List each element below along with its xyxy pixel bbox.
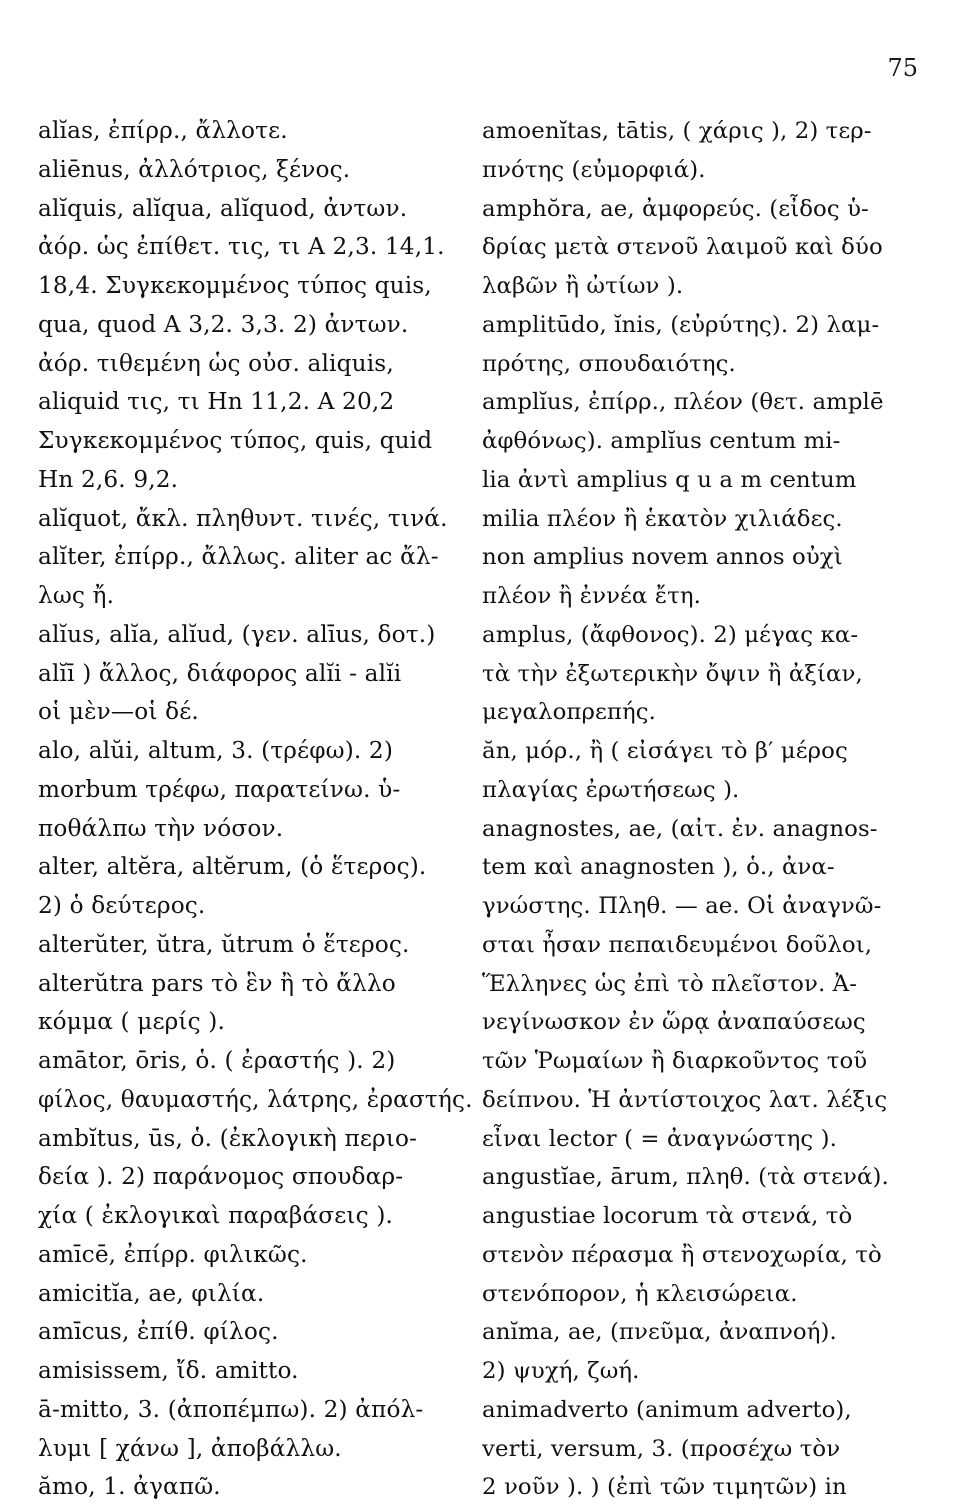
- left-line: alo, alŭi, altum, 3. (τρέφω). 2): [38, 737, 394, 764]
- left-line: χία ( ἐκλογικαὶ παραβάσεις ).: [38, 1202, 394, 1229]
- right-line: νεγίνωσκον ἐν ὥρᾳ ἀναπαύσεως: [482, 1009, 866, 1036]
- left-line: 18,4. Συγκεκομμένος τύπος quis,: [38, 272, 432, 299]
- right-line: 2 νοῦν ). ) (ἐπὶ τῶν τιμητῶν) in: [482, 1474, 847, 1501]
- right-line: angustĭae, ārum, πληθ. (τὰ στενά).: [482, 1164, 889, 1191]
- right-line: στενόπορον, ἡ κλεισώρεια.: [482, 1280, 798, 1307]
- right-line: tem καὶ anagnosten ), ὁ., ἀνα-: [482, 854, 835, 881]
- left-line: λυμι [ χάνω ], ἀποβάλλω.: [38, 1434, 342, 1462]
- left-line: alterŭtra pars τὸ ἓν ἢ τὸ ἄλλο: [38, 969, 396, 997]
- left-line: alĭus, alĭa, alĭud, (γεν. alīus, δοτ.): [38, 620, 436, 648]
- right-line: non amplius novem annos οὐχὶ: [482, 544, 843, 571]
- left-line: aliquid τις, τι Hn 11,2. A 20,2: [38, 388, 395, 416]
- right-line: amplus, (ἄφθονος). 2) μέγας κα-: [482, 621, 859, 648]
- left-line: amisissem, ἴδ. amitto.: [38, 1357, 299, 1384]
- left-line: φίλος, θαυμαστής, λάτρης, ἐραστής.: [38, 1085, 473, 1113]
- right-line: πλέον ἢ ἐννέα ἔτη.: [482, 583, 701, 609]
- right-line: Ἕλληνες ὡς ἐπὶ τὸ πλεῖστον. Ἀ-: [482, 970, 858, 997]
- right-line: amplĭus, ἐπίρρ., πλέον (θετ. amplē: [482, 389, 884, 416]
- left-line: alter, altĕra, altĕrum, (ὁ ἕτερος).: [38, 853, 427, 881]
- right-line: amplitūdo, ĭnis, (εὐρύτης). 2) λαμ-: [482, 311, 880, 338]
- left-line: qua, quod A 3,2. 3,3. 2) ἀντων.: [38, 310, 409, 338]
- right-line: animadverto (animum adverto),: [482, 1396, 852, 1423]
- left-line: δεία ). 2) παράνομος σπουδαρ-: [38, 1163, 404, 1191]
- left-line: amātor, ōris, ὁ. ( ἐραστής ). 2): [38, 1047, 396, 1074]
- left-line: οἱ μὲν—οἱ δέ.: [38, 698, 199, 726]
- left-line: ambĭtus, ūs, ὁ. (ἐκλογικὴ περιο-: [38, 1124, 418, 1152]
- left-line: Hn 2,6. 9,2.: [38, 465, 179, 493]
- right-line: anagnostes, ae, (αἰτ. ἐν. anagnos-: [482, 815, 878, 842]
- left-line: Συγκεκομμένος τύπος, quis, quid: [38, 427, 433, 454]
- right-line: δείπνου. Ἡ ἀντίστοιχος λατ. λέξις: [482, 1086, 888, 1113]
- right-line: μεγαλοπρεπής.: [482, 699, 656, 726]
- right-line: milia πλέον ἢ ἑκατὸν χιλιάδες.: [482, 505, 843, 532]
- left-line: alĭter, ἐπίρρ., ἄλλως. aliter ac ἄλ-: [38, 543, 439, 571]
- left-line: amīcē, ἐπίρρ. φιλικῶς.: [38, 1240, 308, 1268]
- right-line: πρότης, σπουδαιότης.: [482, 350, 736, 377]
- left-line: amicitĭa, ae, φιλία.: [38, 1279, 265, 1307]
- right-line: σται ἦσαν πεπαιδευμένοι δοῦλοι,: [482, 931, 873, 958]
- left-line: ἀόρ. τιθεμένη ὡς οὐσ. aliquis,: [38, 349, 394, 377]
- left-line: κόμμα ( μερίς ).: [38, 1008, 226, 1036]
- left-column: [38, 112, 473, 1507]
- left-line: amīcus, ἐπίθ. φίλος.: [38, 1318, 279, 1346]
- right-line: τῶν Ῥωμαίων ἢ διαρκοῦντος τοῦ: [482, 1048, 868, 1074]
- right-line: amphŏra, ae, ἀμφορεύς. (εἶδος ὑ-: [482, 195, 869, 222]
- right-line: 2) ψυχή, ζωή.: [482, 1358, 640, 1384]
- left-line: ā-mitto, 3. (ἀποπέμπω). 2) ἀπόλ-: [38, 1395, 424, 1423]
- right-line: verti, versum, 3. (προσέχω τὸν: [482, 1435, 841, 1462]
- right-line: λαβῶν ἢ ὠτίων ).: [482, 273, 684, 299]
- page-number: 75: [887, 54, 918, 82]
- right-line: στενὸν πέρασμα ἢ στενοχωρία, τὸ: [482, 1241, 882, 1268]
- left-line: λως ἤ.: [38, 582, 115, 609]
- right-line: ăn, μόρ., ἢ ( εἰσάγει τὸ β′ μέρος: [482, 738, 848, 764]
- left-line: aliēnus, ἀλλότριος, ξένος.: [38, 155, 351, 183]
- right-line: τὰ τὴν ἐξωτερικὴν ὄψιν ἢ ἀξίαν,: [482, 660, 863, 687]
- right-line: amoenĭtas, tātis, ( χάρις ), 2) τερ-: [482, 118, 872, 144]
- left-line: ποθάλπω τὴν νόσον.: [38, 814, 284, 842]
- right-line: δρίας μετὰ στενοῦ λαιμοῦ καὶ δύο: [482, 234, 883, 261]
- right-line: γνώστης. Πληθ. — ae. Οἱ ἀναγνῶ-: [482, 893, 882, 919]
- left-line: morbum τρέφω, παρατείνω. ὑ-: [38, 775, 401, 803]
- left-line: alterŭter, ŭtra, ŭtrum ὁ ἕτερος.: [38, 930, 410, 958]
- left-line: alĭas, ἐπίρρ., ἄλλοτε.: [38, 117, 288, 144]
- right-line: lia ἀντὶ amplius q u a m centum: [482, 466, 857, 493]
- left-line: alĭquot, ἄκλ. πληθυντ. τινές, τινά.: [38, 504, 448, 532]
- right-line: anĭma, ae, (πνεῦμα, ἀναπνοή).: [482, 1319, 837, 1346]
- right-line: εἶναι lector ( = ἀναγνώστης ).: [482, 1125, 837, 1152]
- right-line: angustiae locorum τὰ στενά, τὸ: [482, 1203, 853, 1229]
- right-line: πλαγίας ἐρωτήσεως ).: [482, 776, 740, 803]
- left-line: alĭquis, alĭqua, alĭquod, ἀντων.: [38, 194, 408, 222]
- left-line: 2) ὁ δεύτερος.: [38, 892, 206, 919]
- left-line: ămo, 1. ἀγαπῶ.: [38, 1473, 221, 1501]
- right-column: [482, 112, 920, 1507]
- left-line: alĭī ) ἄλλος, διάφορος alĭi - alĭi: [38, 659, 402, 687]
- right-line: πνότης (εὐμορφιά).: [482, 156, 706, 183]
- right-line: ἀφθόνως). amplĭus centum mi-: [482, 428, 841, 454]
- left-line: ἀόρ. ὡς ἐπίθετ. τις, τι A 2,3. 14,1.: [38, 233, 445, 261]
